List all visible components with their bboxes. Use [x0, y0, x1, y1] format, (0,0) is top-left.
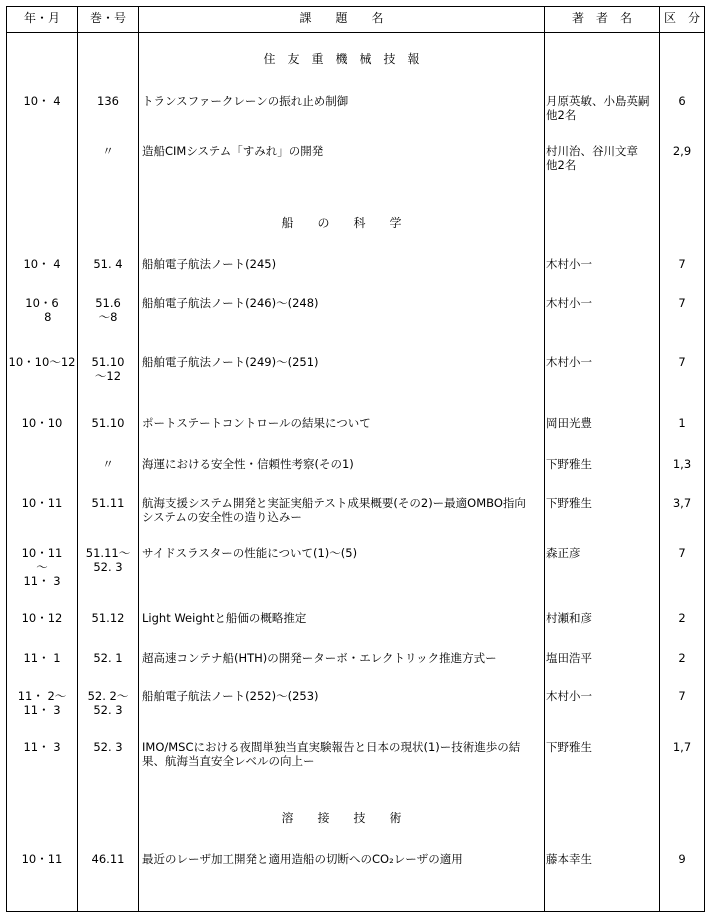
entry-volume: 〃: [102, 457, 114, 471]
entry-author: 下野雅生: [546, 740, 592, 754]
entry-volume: 46.11: [91, 852, 125, 866]
header-date: 年・月: [23, 11, 60, 25]
entry-author: 月原英敏、小島英嗣 他2名: [546, 94, 650, 122]
entry-volume: 52. 1: [93, 651, 123, 665]
entry-title: 航海支援システム開発と実証実船テスト成果概要(その2)ー最適OMBO指向 システムの安全性の造り込みー: [142, 496, 526, 524]
entry-category: 2: [678, 611, 686, 625]
header-category: 区 分: [663, 11, 700, 25]
entry-volume: 51. 4: [93, 257, 123, 271]
entry-title: 船舶電子航法ノート(246)～(248): [142, 296, 319, 310]
entry-author: 藤本幸生: [546, 852, 592, 866]
entry-title: 最近のレーザ加工開発と適用造船の切断へのCO₂レーザの適用: [142, 852, 463, 866]
entry-volume: 51.10 ～12: [91, 355, 125, 383]
entry-date: 10・11: [21, 496, 63, 510]
section-heading: 溶 接 技 術: [281, 811, 402, 825]
entry-title: 超高速コンテナ船(HTH)の開発ーターボ・エレクトリック推進方式ー: [142, 651, 497, 665]
header-divider: [6, 32, 704, 33]
entry-volume: 51.12: [91, 611, 125, 625]
section-heading: 船 の 科 学: [281, 216, 402, 230]
entry-volume: 51.11: [91, 496, 125, 510]
header-title: 課 題 名: [299, 11, 384, 25]
entry-author: 岡田光豊: [546, 416, 592, 430]
entry-title: 海運における安全性・信頼性考察(その1): [142, 457, 354, 471]
entry-author: 下野雅生: [546, 457, 592, 471]
column-border: [544, 6, 545, 912]
entry-category: 7: [678, 257, 686, 271]
entry-author: 村川治、谷川文章 他2名: [546, 144, 638, 172]
entry-date: 10・ 4: [23, 94, 61, 108]
entry-author: 塩田浩平: [546, 651, 592, 665]
entry-author: 下野雅生: [546, 496, 592, 510]
entry-date: 10・11 ～ 11・ 3: [21, 546, 63, 588]
entry-author: 木村小一: [546, 296, 592, 310]
entry-title: 船舶電子航法ノート(249)～(251): [142, 355, 319, 369]
column-border: [138, 6, 139, 912]
section-heading: 住 友 重 機 械 技 報: [263, 52, 420, 66]
entry-date: 10・6 8: [25, 296, 59, 324]
entry-author: 木村小一: [546, 257, 592, 271]
entry-title: 船舶電子航法ノート(252)～(253): [142, 689, 319, 703]
entry-author: 木村小一: [546, 355, 592, 369]
entry-date: 10・12: [21, 611, 63, 625]
entry-category: 7: [678, 689, 686, 703]
entry-date: 11・ 3: [23, 740, 61, 754]
entry-category: 7: [678, 296, 686, 310]
column-border: [704, 6, 705, 912]
entry-title: 船舶電子航法ノート(245): [142, 257, 277, 271]
entry-volume: 〃: [102, 144, 114, 158]
header-author: 著 者 名: [571, 11, 632, 25]
entry-category: 1: [678, 416, 686, 430]
entry-category: 2: [678, 651, 686, 665]
column-border: [6, 6, 7, 912]
entry-category: 9: [678, 852, 686, 866]
entry-volume: 51.11～ 52. 3: [85, 546, 131, 574]
entry-category: 7: [678, 355, 686, 369]
entry-date: 10・10: [21, 416, 63, 430]
entry-category: 1,3: [672, 457, 692, 471]
entry-title: サイドスラスターの性能について(1)～(5): [142, 546, 358, 560]
table-top-border: [6, 6, 704, 7]
entry-category: 6: [678, 94, 686, 108]
entry-title: IMO/MSCにおける夜間単独当直実験報告と日本の現状(1)ー技術進歩の結 果、航海当直安全レベルの向上ー: [142, 740, 521, 768]
entry-author: 木村小一: [546, 689, 592, 703]
entry-volume: 51.10: [91, 416, 125, 430]
entry-title: トランスファークレーンの振れ止め制御: [142, 94, 349, 108]
entry-date: 10・11: [21, 852, 63, 866]
entry-category: 1,7: [672, 740, 692, 754]
header-volume: 巻・号: [89, 11, 126, 25]
entry-category: 7: [678, 546, 686, 560]
entry-date: 11・ 1: [23, 651, 61, 665]
entry-title: 造船CIMシステム「すみれ」の開発: [142, 144, 324, 158]
entry-volume: 136: [97, 94, 119, 108]
entry-category: 3,7: [672, 496, 692, 510]
entry-date: 10・10～12: [8, 355, 76, 369]
entry-date: 11・ 2～ 11・ 3: [17, 689, 67, 717]
entry-date: 10・ 4: [23, 257, 61, 271]
entry-title: ポートステートコントロールの結果について: [142, 416, 371, 430]
entry-volume: 51.6 ～8: [95, 296, 121, 324]
entry-volume: 52. 2～ 52. 3: [87, 689, 129, 717]
entry-category: 2,9: [672, 144, 692, 158]
table-bottom-border: [6, 911, 704, 912]
entry-title: Light Weightと船価の概略推定: [142, 611, 307, 625]
entry-volume: 52. 3: [93, 740, 123, 754]
entry-author: 森正彦: [546, 546, 581, 560]
entry-author: 村瀬和彦: [546, 611, 592, 625]
